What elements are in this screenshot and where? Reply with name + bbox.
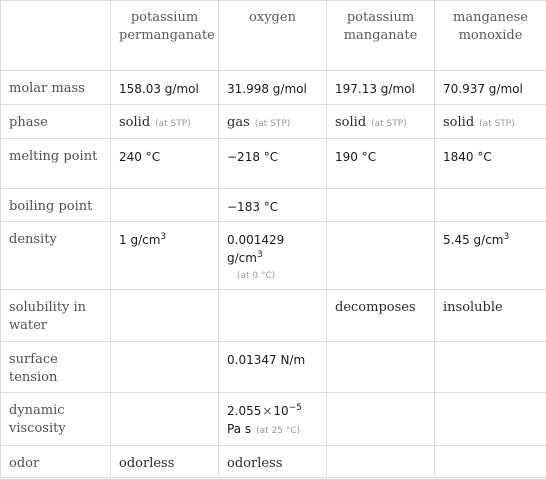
phase-k2mno4	[327, 105, 435, 139]
density-mno	[435, 222, 546, 290]
col-header-potassium-permanganate: potassium permanganate	[111, 1, 219, 71]
boiling-point-mno	[435, 189, 546, 222]
phase-value: solid	[119, 115, 151, 130]
melting-point-k2mno4: 190 °C	[327, 139, 435, 189]
row-surface-tension	[1, 342, 546, 393]
viscosity-oxygen	[219, 393, 327, 446]
phase-note: (at STP)	[254, 119, 291, 129]
col-header-manganese-monoxide: manganese monoxide	[435, 1, 546, 71]
row-label-surface-tension: surface tension	[1, 342, 111, 393]
boiling-point-oxygen: −183 °C	[219, 189, 327, 222]
row-solubility	[1, 290, 546, 342]
viscosity-mantissa: 2.055	[227, 404, 262, 418]
viscosity-exponent: −5	[288, 403, 302, 413]
row-melting-point	[1, 139, 546, 189]
phase-kmno4	[111, 105, 219, 139]
molar-mass-oxygen: 31.998 g/mol	[219, 71, 327, 105]
solubility-kmno4	[111, 290, 219, 342]
phase-note: (at STP)	[479, 119, 515, 129]
row-boiling-point	[1, 189, 546, 222]
row-molar-mass	[1, 71, 546, 105]
viscosity-k2mno4	[327, 393, 435, 446]
odor-kmno4: odorless	[111, 446, 219, 478]
boiling-point-kmno4	[111, 189, 219, 222]
times-sign: ×	[262, 404, 273, 418]
viscosity-value	[227, 402, 318, 420]
density-value: 5.45 g/cm	[443, 233, 504, 247]
row-label-phase: phase	[1, 105, 111, 139]
density-exponent: 3	[503, 232, 510, 242]
viscosity-unit: Pa s	[227, 422, 252, 436]
viscosity-unit-line	[227, 420, 318, 440]
row-label-odor: odor	[1, 446, 111, 478]
row-label-solubility: solubility in water	[1, 290, 111, 342]
phase-mno	[435, 105, 546, 139]
solubility-k2mno4: decomposes	[327, 290, 435, 342]
surface-tension-oxygen: 0.01347 N/m	[219, 342, 327, 393]
row-label-dynamic-viscosity: dynamic viscosity	[1, 393, 111, 446]
row-dynamic-viscosity	[1, 393, 546, 446]
boiling-point-k2mno4	[327, 189, 435, 222]
melting-point-mno: 1840 °C	[435, 139, 546, 189]
density-exponent: 3	[256, 250, 263, 260]
melting-point-oxygen: −218 °C	[219, 139, 327, 189]
phase-note: (at STP)	[155, 119, 191, 129]
odor-k2mno4	[327, 446, 435, 478]
density-k2mno4	[327, 222, 435, 290]
density-oxygen	[219, 222, 327, 290]
odor-oxygen: odorless	[219, 446, 327, 478]
viscosity-mno	[435, 393, 546, 446]
row-label-molar-mass: molar mass	[1, 71, 111, 105]
density-note: (at 0 °C)	[237, 271, 276, 281]
molar-mass-kmno4: 158.03 g/mol	[111, 71, 219, 105]
viscosity-base: 10	[273, 404, 289, 418]
density-value: 1 g/cm	[119, 233, 161, 247]
odor-mno	[435, 446, 546, 478]
surface-tension-kmno4	[111, 342, 219, 393]
row-density	[1, 222, 546, 290]
phase-note: (at STP)	[371, 119, 407, 129]
solubility-oxygen	[219, 290, 327, 342]
row-label-boiling-point: boiling point	[1, 189, 111, 222]
surface-tension-mno	[435, 342, 546, 393]
molar-mass-mno: 70.937 g/mol	[435, 71, 546, 105]
melting-point-kmno4: 240 °C	[111, 139, 219, 189]
phase-value: gas	[227, 115, 250, 130]
surface-tension-k2mno4	[327, 342, 435, 393]
density-value: 0.001429 g/cm	[227, 233, 285, 265]
phase-value: solid	[335, 115, 367, 130]
corner-cell	[1, 1, 111, 71]
viscosity-kmno4	[111, 393, 219, 446]
row-odor	[1, 446, 546, 478]
row-label-density: density	[1, 222, 111, 290]
density-kmno4	[111, 222, 219, 290]
solubility-mno: insoluble	[435, 290, 546, 342]
row-phase	[1, 105, 546, 139]
phase-oxygen	[219, 105, 327, 139]
row-label-melting-point: melting point	[1, 139, 111, 189]
col-header-potassium-manganate: potassium manganate	[327, 1, 435, 71]
col-header-oxygen: oxygen	[219, 1, 327, 71]
density-exponent: 3	[160, 232, 167, 242]
viscosity-note: (at 25 °C)	[256, 426, 301, 436]
header-row	[1, 1, 546, 71]
molar-mass-k2mno4: 197.13 g/mol	[327, 71, 435, 105]
phase-value: solid	[443, 115, 475, 130]
